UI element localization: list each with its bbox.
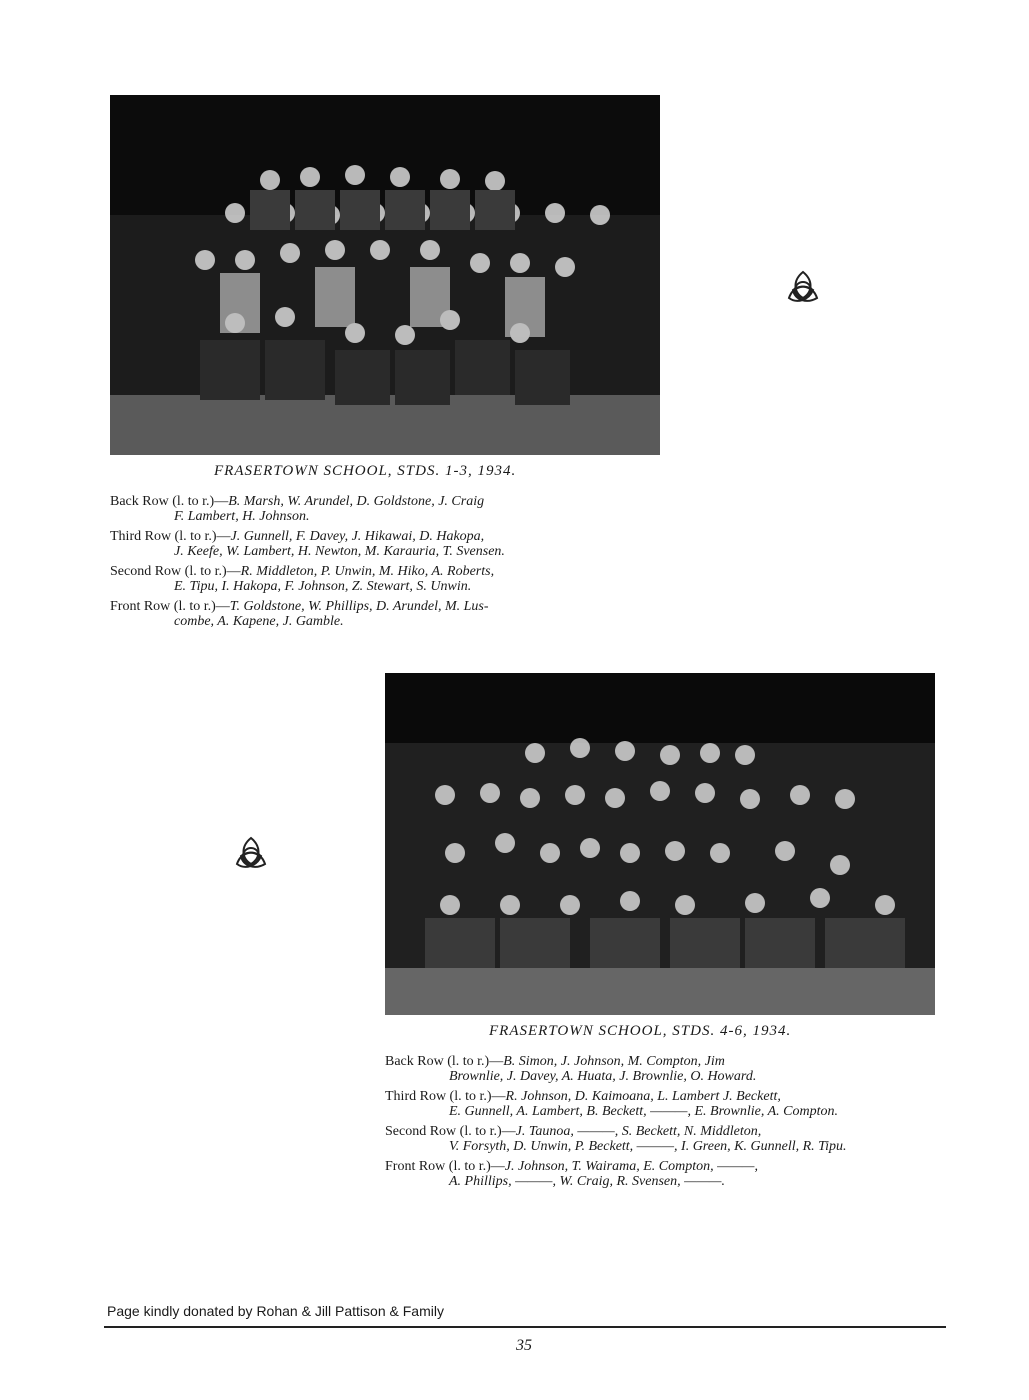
class-photo-1 — [110, 95, 660, 455]
footer-divider — [104, 1326, 946, 1328]
caption-2-row-back: Back Row (l. to r.)—B. Simon, J. Johnson, M. Compton, Jim Brownlie, J. Davey, A. Huata, J. Brownlie, O. Howard. — [385, 1054, 757, 1084]
triquetra-emblem-icon-2 — [231, 834, 271, 874]
triquetra-emblem-icon — [783, 268, 823, 308]
caption-2-row-front: Front Row (l. to r.)—J. Johnson, T. Wairama, E. Compton, ———, A. Phillips, ———, W. Craig, R. Svensen, ———. — [385, 1159, 758, 1189]
caption-1-row-third: Third Row (l. to r.)—J. Gunnell, F. Davey, J. Hikawai, D. Hakopa, J. Keefe, W. Lambert, H. Newton, M. Karauria, T. Svensen. — [110, 529, 505, 559]
caption-2-row-second: Second Row (l. to r.)—J. Taunoa, ———, S. Beckett, N. Middleton, V. Forsyth, D. Unwin, P. Beckett, ———, I. Green, K. Gunnell, R. Tipu. — [385, 1124, 847, 1154]
donation-note: Page kindly donated by Rohan & Jill Pattison & Family — [107, 1303, 444, 1319]
caption-1-title: FRASERTOWN SCHOOL, STDS. 1-3, 1934. — [214, 463, 517, 479]
photo-1-illustration — [110, 95, 660, 455]
page-number: 35 — [516, 1337, 532, 1354]
caption-2-title: FRASERTOWN SCHOOL, STDS. 4-6, 1934. — [489, 1023, 792, 1039]
caption-2-row-third: Third Row (l. to r.)—R. Johnson, D. Kaimoana, L. Lambert J. Beckett, E. Gunnell, A. Lambert, B. Beckett, ———, E. Brownlie, A. Compton. — [385, 1089, 838, 1119]
caption-2-rows — [385, 1054, 945, 1194]
caption-1-row-back: Back Row (l. to r.)—B. Marsh, W. Arundel, D. Goldstone, J. Craig F. Lambert, H. Johnson. — [110, 494, 485, 524]
class-photo-2 — [385, 673, 935, 1015]
photo-2-illustration — [385, 673, 935, 1015]
caption-1-row-front: Front Row (l. to r.)—T. Goldstone, W. Phillips, D. Arundel, M. Lus- combe, A. Kapene, J. Gamble. — [110, 599, 489, 629]
caption-1-row-second: Second Row (l. to r.)—R. Middleton, P. Unwin, M. Hiko, A. Roberts, E. Tipu, I. Hakopa, F. Johnson, Z. Stewart, S. Unwin. — [110, 564, 495, 594]
caption-1-rows — [110, 494, 670, 634]
